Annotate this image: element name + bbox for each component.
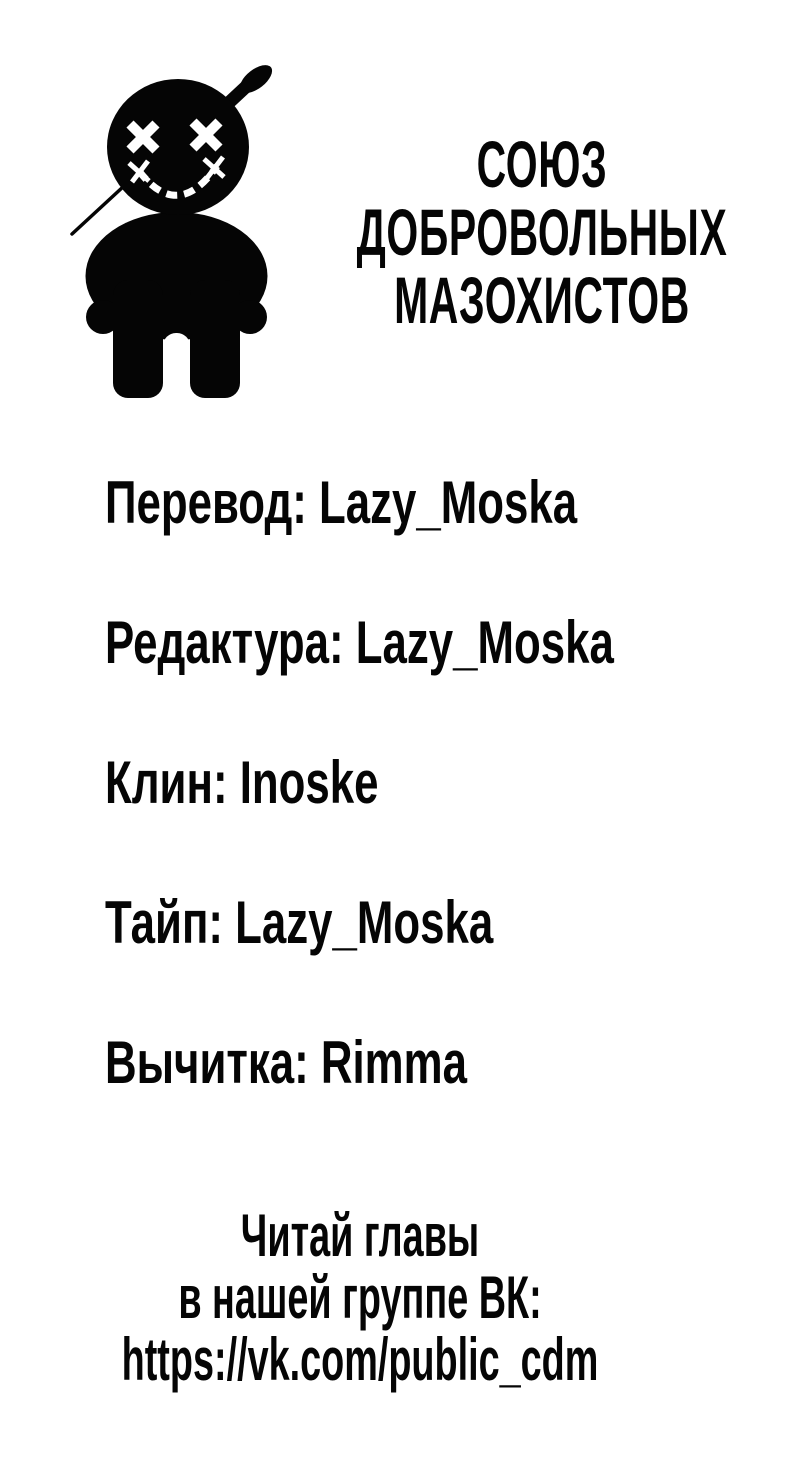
footer-line-1: Читай главы: [240, 1202, 480, 1269]
group-title-line-1: СОЮЗ: [476, 127, 608, 201]
credit-line-editing: Редактура: Lazy_Moska: [105, 609, 614, 676]
footer-note: [108, 1202, 612, 1393]
footer-line-2: в нашей группе ВК:: [178, 1264, 542, 1331]
credit-line-translation: Перевод: Lazy_Moska: [105, 469, 578, 536]
vk-url: https://vk.com/public_cdm: [121, 1326, 599, 1393]
credit-line-cleaning: Клин: Inoske: [105, 749, 379, 816]
group-title-line-2: ДОБРОВОЛЬНЫХ: [356, 195, 728, 269]
needle-tip: [72, 186, 124, 234]
credit-line-typesetting: Тайп: Lazy_Moska: [105, 889, 494, 956]
group-title-line-3: МАЗОХИСТОВ: [394, 263, 690, 337]
credit-line-proofreading: Вычитка: Rimma: [105, 1029, 467, 1096]
group-title: [263, 127, 800, 337]
